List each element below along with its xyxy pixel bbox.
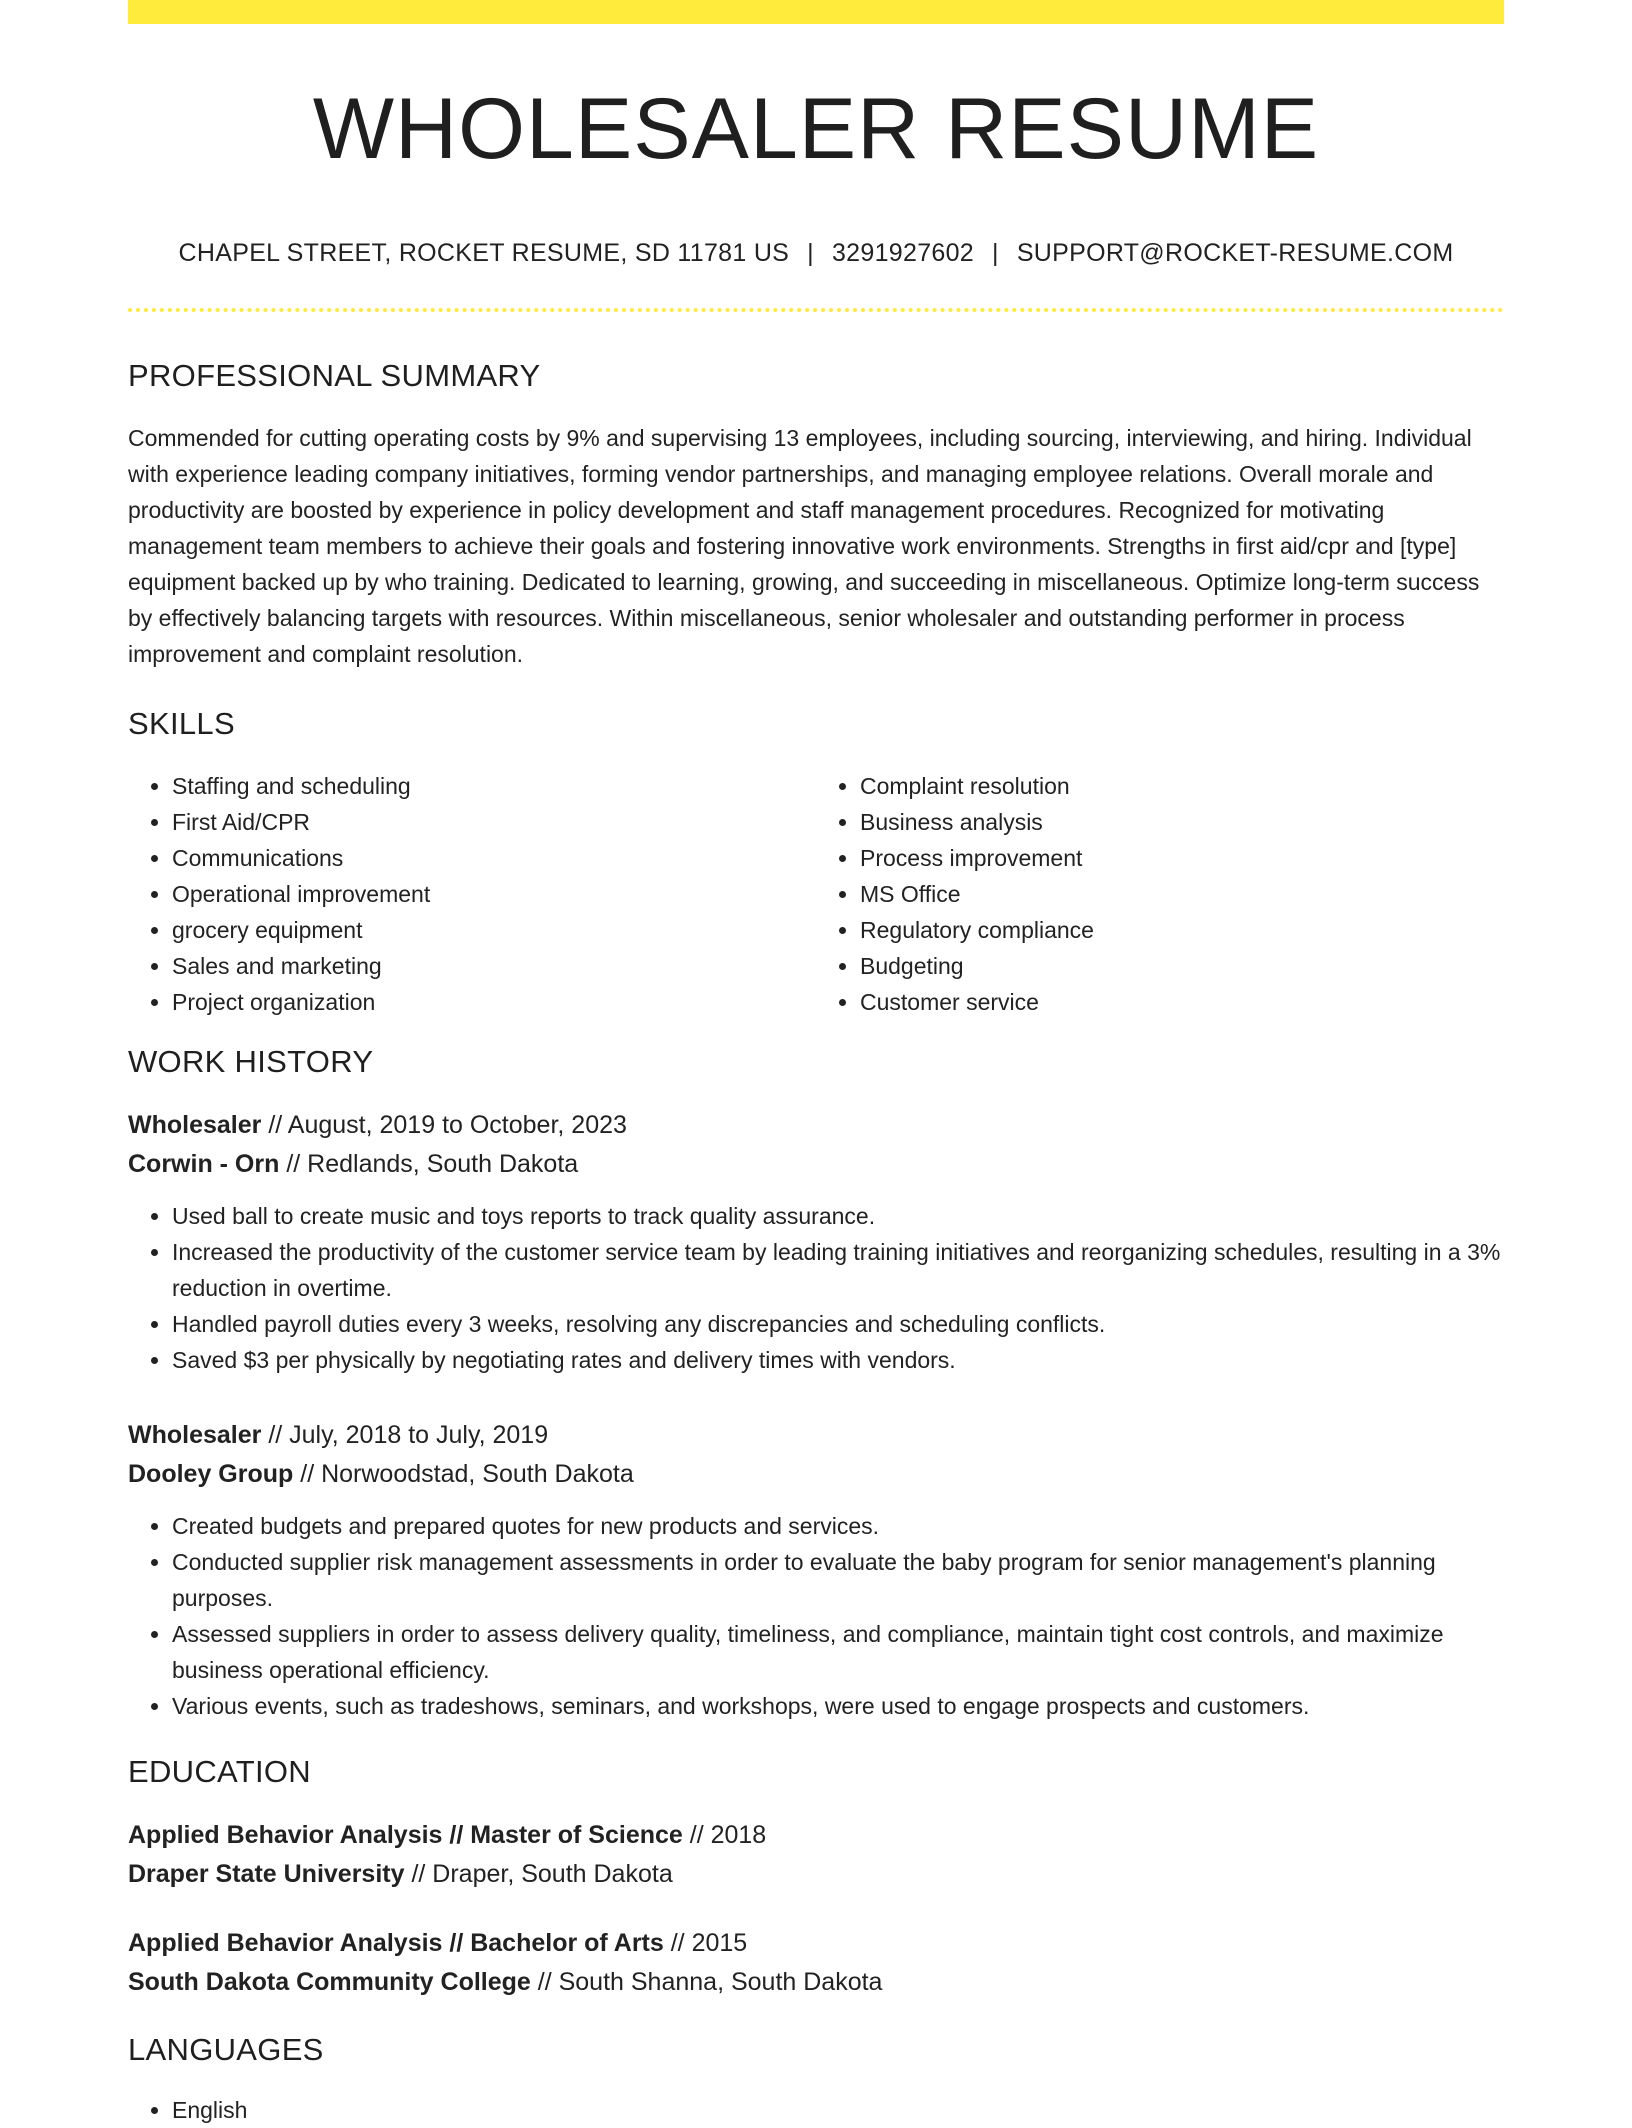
school-location: // South Shanna, South Dakota xyxy=(530,1967,883,1996)
job-bullet: • Created budgets and prepared quotes for new products and services. xyxy=(172,1508,1504,1544)
skill-item: • Communications xyxy=(172,840,816,876)
contact-separator: | xyxy=(992,238,999,267)
skill-item: • Regulatory compliance xyxy=(860,912,1504,948)
degree-line xyxy=(128,1816,1504,1855)
job-company-line xyxy=(128,1455,1504,1494)
school-name: South Dakota Community College xyxy=(128,1967,531,1996)
job-role: Wholesaler xyxy=(128,1110,262,1139)
skill-item: • Project organization xyxy=(172,984,816,1020)
skill-item: • Complaint resolution xyxy=(860,768,1504,804)
skill-item: • Process improvement xyxy=(860,840,1504,876)
skill-item: • grocery equipment xyxy=(172,912,816,948)
languages-section xyxy=(128,2032,1504,2128)
job-location: // Norwoodstad, South Dakota xyxy=(293,1459,634,1488)
school-line xyxy=(128,1855,1504,1894)
language-item: • English xyxy=(172,2092,1504,2128)
languages-heading: LANGUAGES xyxy=(128,2031,324,2067)
school-line xyxy=(128,1963,1504,2002)
education-entry xyxy=(128,1816,1504,1894)
degree-name: Applied Behavior Analysis // Master of Science xyxy=(128,1820,683,1849)
contact-separator: | xyxy=(807,238,814,267)
job-bullet: • Increased the productivity of the customer service team by leading training initiatives and reorganizing schedules, resulting in a 3% reduction in overtime. xyxy=(172,1234,1504,1306)
work-history-section xyxy=(128,1044,1504,1724)
job-location: // Redlands, South Dakota xyxy=(279,1149,579,1178)
job-company-line xyxy=(128,1145,1504,1184)
degree-line xyxy=(128,1924,1504,1963)
job-bullet: • Conducted supplier risk management assessments in order to evaluate the baby program for senior management's planning purposes. xyxy=(172,1544,1504,1616)
degree-year: // 2015 xyxy=(663,1928,748,1957)
job-dates: // August, 2019 to October, 2023 xyxy=(261,1110,627,1139)
contact-phone: 3291927602 xyxy=(831,238,975,267)
school-location: // Draper, South Dakota xyxy=(404,1859,673,1888)
job-title-line xyxy=(128,1106,1504,1145)
skills-columns xyxy=(128,768,1504,1020)
summary-text: Commended for cutting operating costs by 9% and supervising 13 employees, including sourcing, interviewing, and hiring. Individual with experience leading company initiatives, forming vendor partnerships, and managing employee relations. Overall morale and productivity are boosted by experience in policy development and staff management procedures. Recognized for motivating management team members to achieve their goals and fostering innovative work environments. Strengths in first aid/cpr and [type] equipment backed up by who training. Dedicated to learning, growing, and succeeding in miscellaneous. Optimize long-term success by effectively balancing targets with resources. Within miscellaneous, senior wholesaler and outstanding performer in process improvement and complaint resolution. xyxy=(128,424,1480,667)
summary-heading: PROFESSIONAL SUMMARY xyxy=(128,357,541,393)
job-entry xyxy=(128,1106,1504,1378)
job-bullet: • Handled payroll duties every 3 weeks, resolving any discrepancies and scheduling conflicts. xyxy=(172,1306,1504,1342)
job-bullet: • Used ball to create music and toys reports to track quality assurance. xyxy=(172,1198,1504,1234)
skill-item: • Sales and marketing xyxy=(172,948,816,984)
degree-name: Applied Behavior Analysis // Bachelor of Arts xyxy=(128,1928,664,1957)
job-company: Dooley Group xyxy=(128,1459,294,1488)
work-history-heading: WORK HISTORY xyxy=(128,1043,374,1079)
top-accent-bar xyxy=(128,0,1504,24)
job-bullets xyxy=(128,1198,1504,1378)
education-section xyxy=(128,1754,1504,2002)
skills-section xyxy=(128,706,1504,1020)
job-bullet: • Assessed suppliers in order to assess delivery quality, timeliness, and compliance, maintain tight cost controls, and maximize business operational efficiency. xyxy=(172,1616,1504,1688)
job-company: Corwin - Orn xyxy=(128,1149,280,1178)
job-role: Wholesaler xyxy=(128,1420,262,1449)
skill-item: • Staffing and scheduling xyxy=(172,768,816,804)
skill-item: • Business analysis xyxy=(860,804,1504,840)
skill-item: • Operational improvement xyxy=(172,876,816,912)
summary-section xyxy=(128,358,1504,672)
education-heading: EDUCATION xyxy=(128,1753,311,1789)
job-bullet: • Various events, such as tradeshows, seminars, and workshops, were used to engage prospects and customers. xyxy=(172,1688,1504,1724)
contact-address: CHAPEL STREET, ROCKET RESUME, SD 11781 US xyxy=(178,238,790,267)
resume-page xyxy=(128,0,1504,2128)
skill-item: • Budgeting xyxy=(860,948,1504,984)
skill-item: • MS Office xyxy=(860,876,1504,912)
job-entry xyxy=(128,1416,1504,1724)
contact-line xyxy=(128,239,1504,268)
resume-title: WHOLESALER RESUME xyxy=(312,81,1320,177)
languages-list xyxy=(128,2092,1504,2128)
job-bullets xyxy=(128,1508,1504,1724)
contact-email[interactable]: SUPPORT@ROCKET-RESUME.COM xyxy=(1016,238,1454,267)
dotted-divider xyxy=(128,308,1504,312)
skill-item: • First Aid/CPR xyxy=(172,804,816,840)
skills-list-right xyxy=(816,768,1504,1020)
school-name: Draper State University xyxy=(128,1859,405,1888)
job-bullet: • Saved $3 per physically by negotiating rates and delivery times with vendors. xyxy=(172,1342,1504,1378)
education-entry xyxy=(128,1924,1504,2002)
degree-year: // 2018 xyxy=(682,1820,767,1849)
skills-heading: SKILLS xyxy=(128,705,235,741)
job-title-line xyxy=(128,1416,1504,1455)
skills-list-left xyxy=(128,768,816,1020)
skill-item: • Customer service xyxy=(860,984,1504,1020)
job-dates: // July, 2018 to July, 2019 xyxy=(261,1420,549,1449)
